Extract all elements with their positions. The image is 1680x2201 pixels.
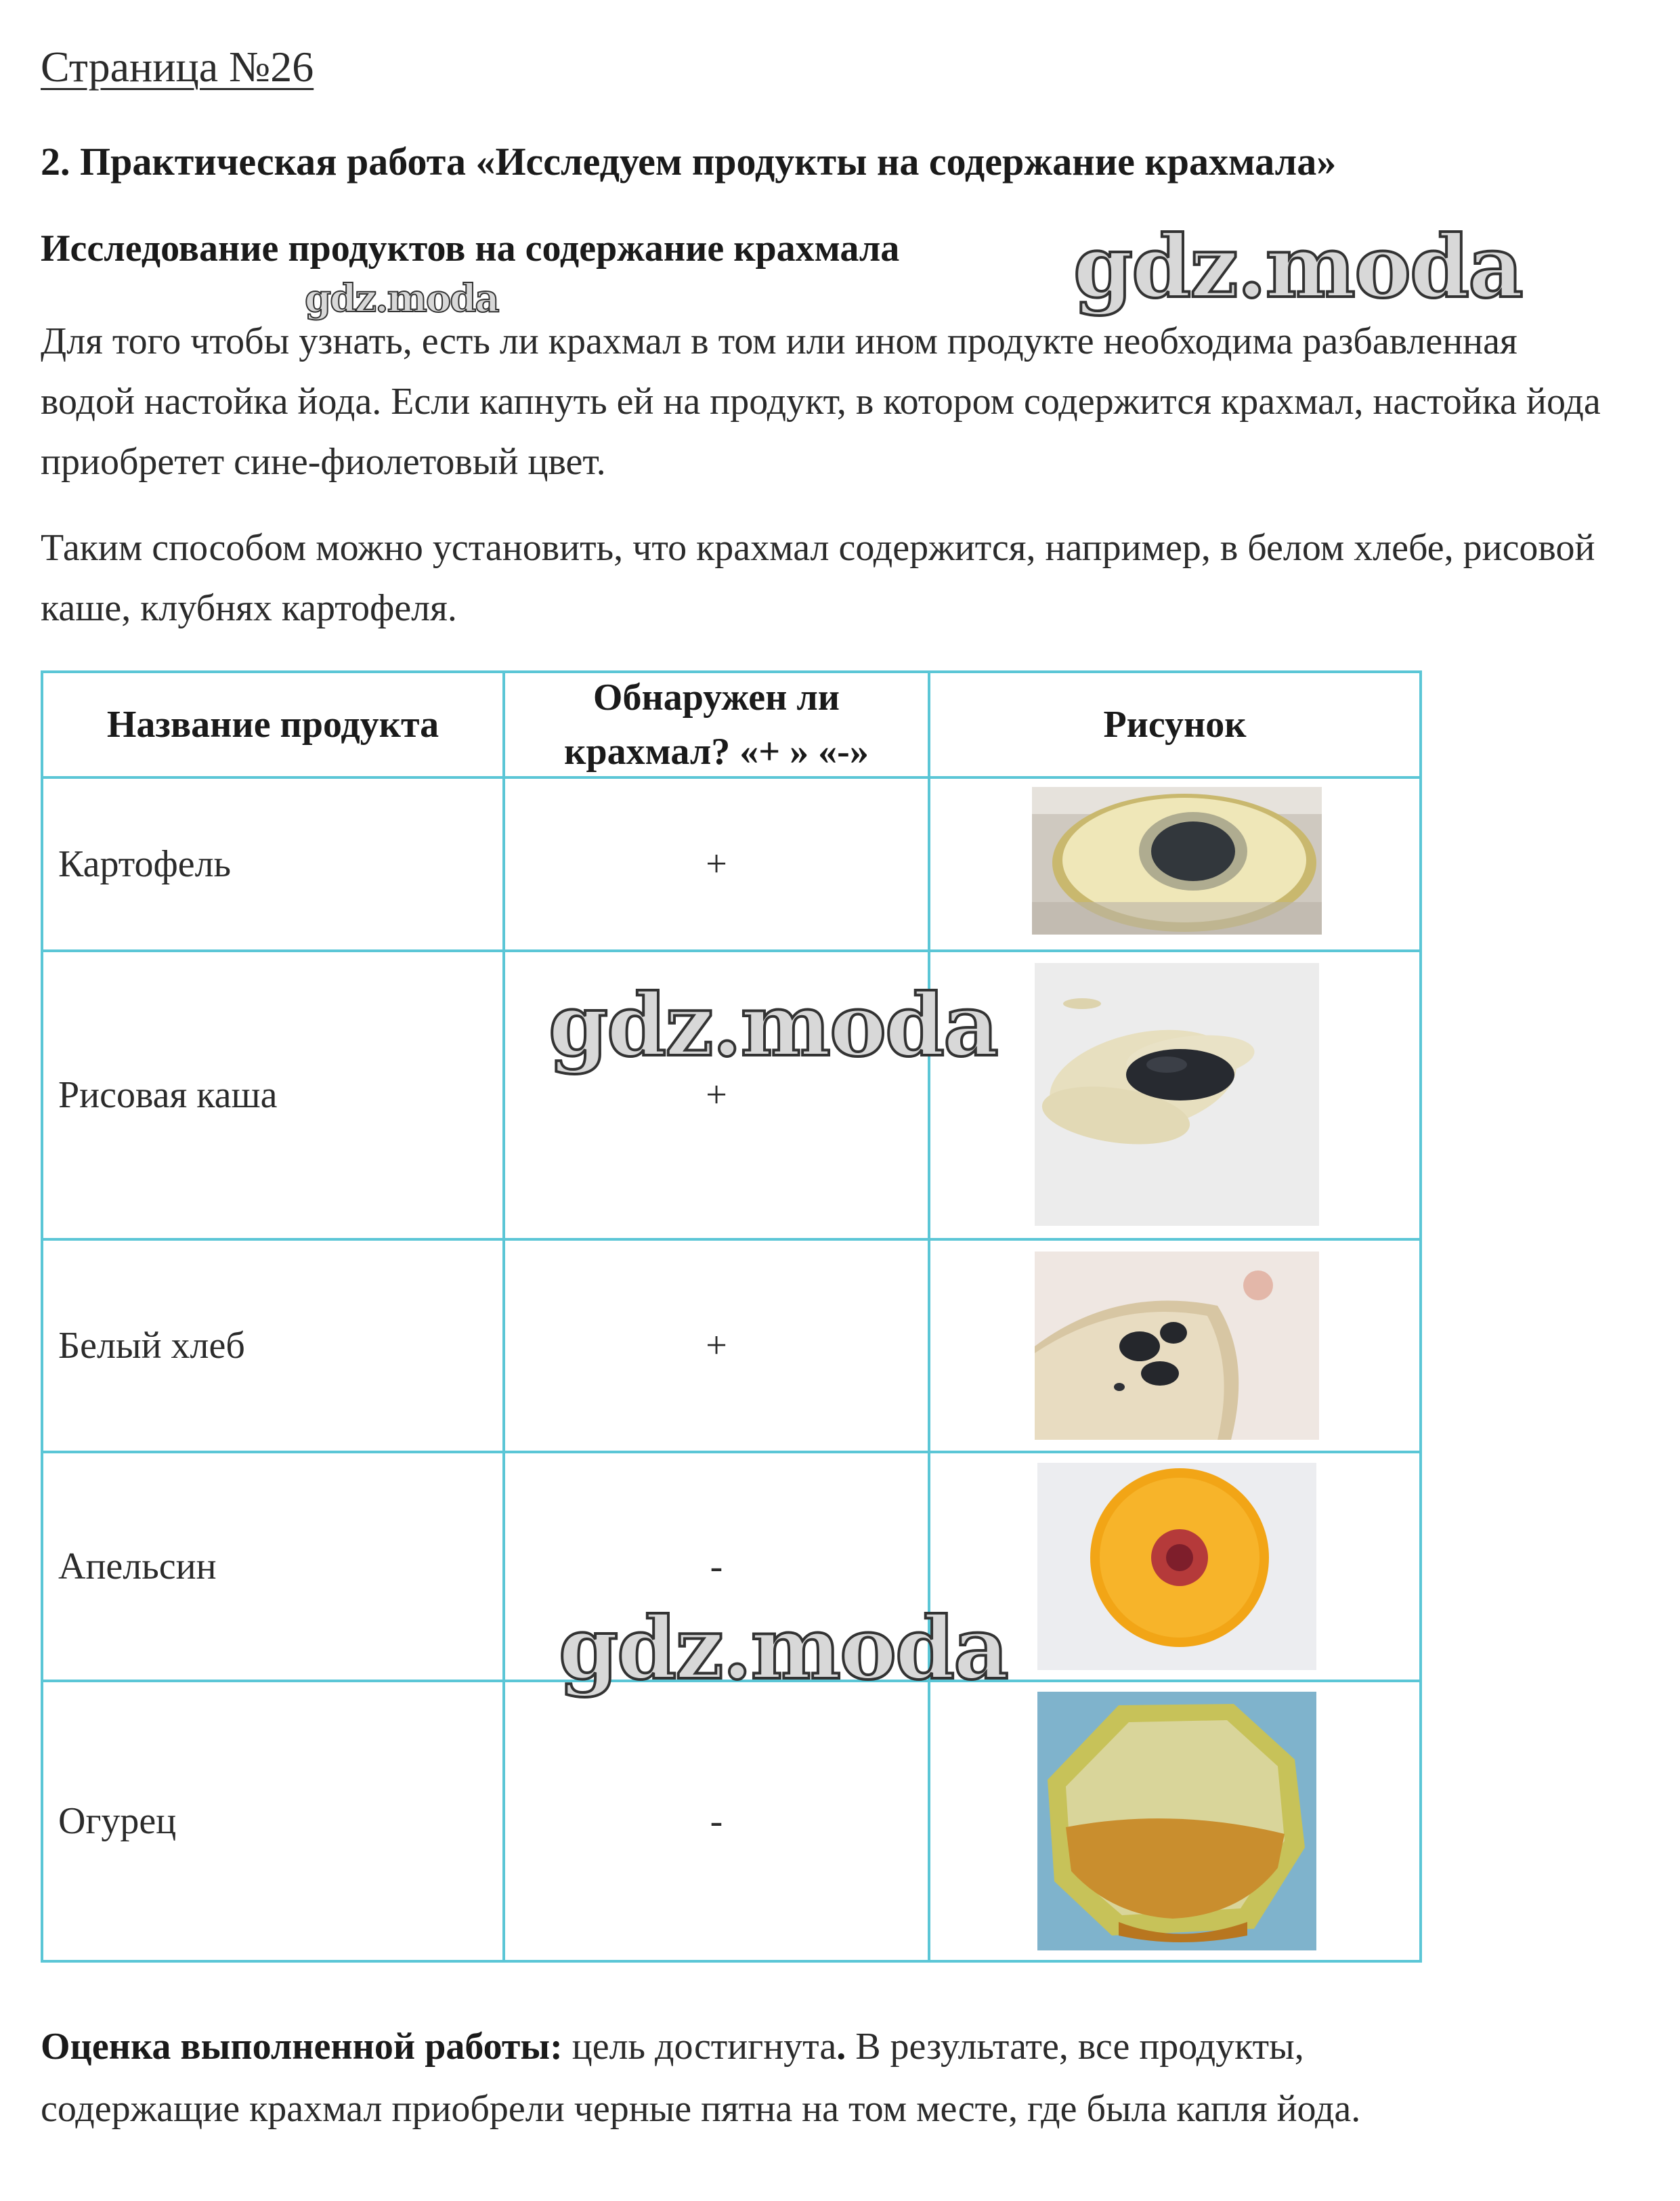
example-paragraph: Таким способом можно установить, что крахмал содержится, например, в белом хлебе, рисовой каше, клубнях картофеля. (41, 527, 1595, 629)
watermark: gdz.moda (548, 975, 997, 1075)
header-starch-detected-line2: крахмал? «+ » «-» (564, 731, 869, 773)
header-starch-detected (505, 673, 928, 776)
conclusion-text-part1: цель достигнута (562, 2026, 837, 2068)
table-border (41, 1960, 1422, 1963)
conclusion-line-2: содержащие крахмал приобрели черные пятна на том месте, где была капля йода. (41, 2088, 1361, 2130)
orange-iodine-photo (1037, 1463, 1316, 1670)
potato-iodine-photo (1032, 787, 1322, 935)
starch-result-potato: + (706, 843, 727, 885)
watermark-small: gdz.moda (305, 276, 498, 321)
header-product-name: Название продукта (106, 704, 439, 746)
cucumber-iodine-photo (1037, 1692, 1316, 1950)
watermark: gdz.moda (1073, 217, 1522, 317)
page-title: Страница №26 (41, 43, 314, 91)
header-starch-detected-line1: Обнаружен ли (593, 677, 840, 719)
product-name-cucumber: Огурец (58, 1800, 177, 1842)
product-name-rice: Рисовая каша (58, 1074, 278, 1116)
product-name-potato: Картофель (58, 843, 232, 885)
product-name-orange: Апельсин (58, 1545, 217, 1587)
table-border (1419, 670, 1422, 1963)
product-name-bread: Белый хлеб (58, 1325, 245, 1367)
conclusion-text-part2: В результате, все продукты, (846, 2026, 1304, 2068)
conclusion-label: Оценка выполненной работы: (41, 2026, 563, 2068)
intro-paragraph: Для того чтобы узнать, есть ли крахмал в том или ином продукте необходима разбавленная водой настойка йода. Если капнуть ей на продукт, в котором содержится крахмал, настойка йода приобретет сине-фиолетовый цвет. (41, 320, 1601, 483)
starch-result-rice: + (706, 1074, 727, 1116)
starch-result-orange: - (710, 1545, 723, 1587)
rice-iodine-photo (1035, 963, 1319, 1226)
results-table (41, 670, 1422, 1963)
section-heading: Исследование продуктов на содержание крахмала (41, 228, 900, 270)
starch-result-cucumber: - (710, 1800, 723, 1842)
conclusion-dot: . (836, 2026, 846, 2068)
task-heading: 2. Практическая работа «Исследуем продукты на содержание крахмала» (41, 140, 1337, 184)
table-border (928, 670, 930, 1963)
header-picture: Рисунок (1103, 704, 1247, 746)
watermark: gdz.moda (559, 1598, 1008, 1698)
bread-iodine-photo (1035, 1252, 1319, 1440)
conclusion-line-1 (41, 2025, 1304, 2068)
starch-result-bread: + (706, 1325, 727, 1367)
